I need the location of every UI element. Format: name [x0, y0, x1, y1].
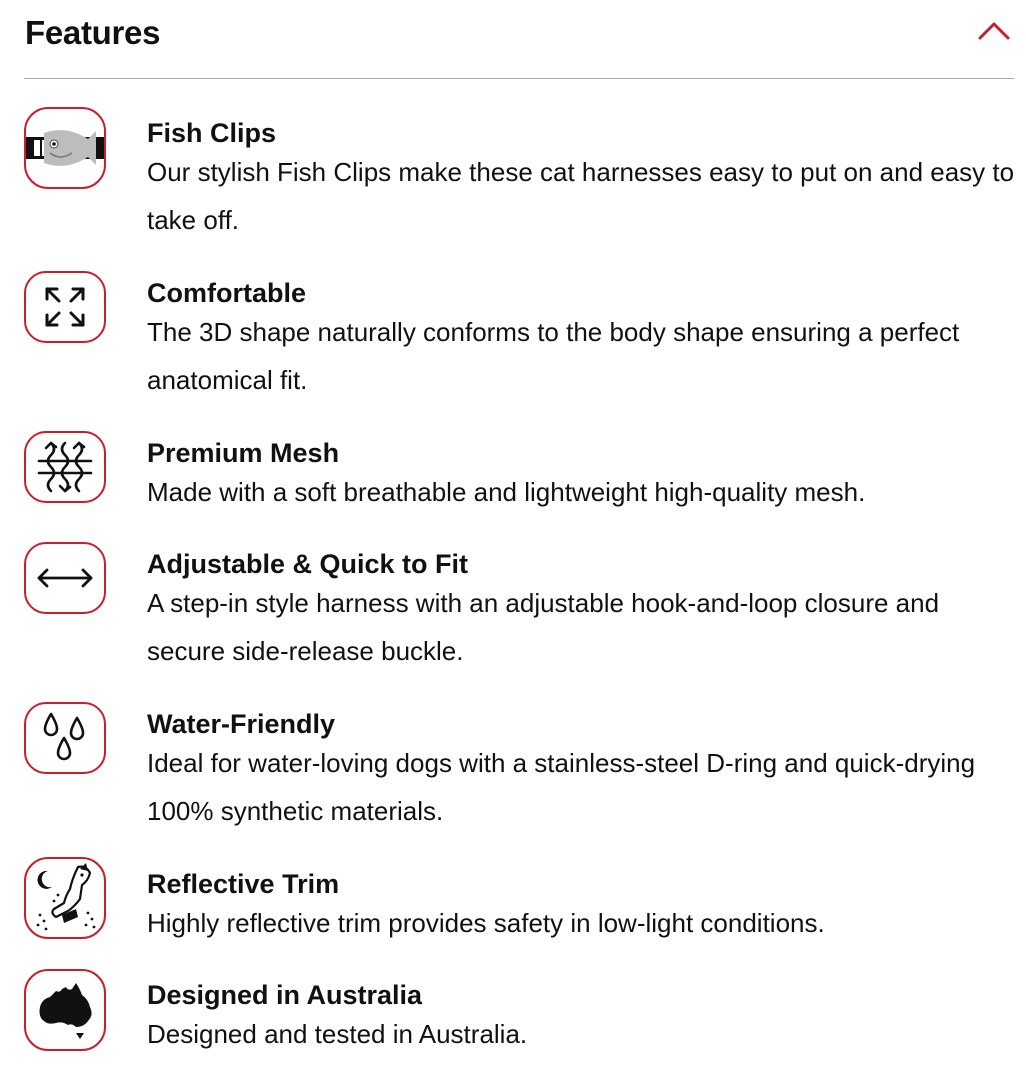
feature-description: Made with a soft breathable and lightweight high-quality mesh.: [147, 477, 866, 507]
breathable-mesh-icon: [24, 431, 106, 503]
chevron-up-icon[interactable]: [974, 16, 1014, 46]
feature-description: The 3D shape naturally conforms to the body shape ensuring a perfect anatomical fit.: [147, 317, 960, 395]
feature-title: Reflective Trim: [147, 869, 340, 899]
feature-description: Ideal for water-loving dogs with a stainless-steel D-ring and quick-drying 100% synthetic materials.: [147, 748, 976, 826]
section-title: Features: [25, 14, 161, 51]
expand-arrows-icon: [24, 271, 106, 343]
double-arrow-icon: [24, 542, 106, 614]
feature-description: Highly reflective trim provides safety in low-light conditions.: [147, 908, 825, 938]
feature-description: A step-in style harness with an adjustable hook-and-loop closure and secure side-release buckle.: [147, 588, 940, 666]
feature-title: Designed in Australia: [147, 980, 423, 1010]
features-accordion-header[interactable]: [24, 0, 1014, 79]
australia-map-icon: [24, 969, 106, 1051]
feature-title: Fish Clips: [147, 118, 277, 148]
feature-title: Comfortable: [147, 278, 307, 308]
water-drops-icon: [24, 702, 106, 774]
feature-title: Adjustable & Quick to Fit: [147, 549, 469, 579]
feature-title: Water-Friendly: [147, 709, 336, 739]
reflective-dog-icon: [24, 857, 106, 939]
feature-title: Premium Mesh: [147, 438, 340, 468]
feature-description: Designed and tested in Australia.: [147, 1019, 528, 1049]
fish-clip-icon: [24, 107, 106, 189]
feature-description: Our stylish Fish Clips make these cat harnesses easy to put on and easy to take off.: [147, 157, 1015, 235]
